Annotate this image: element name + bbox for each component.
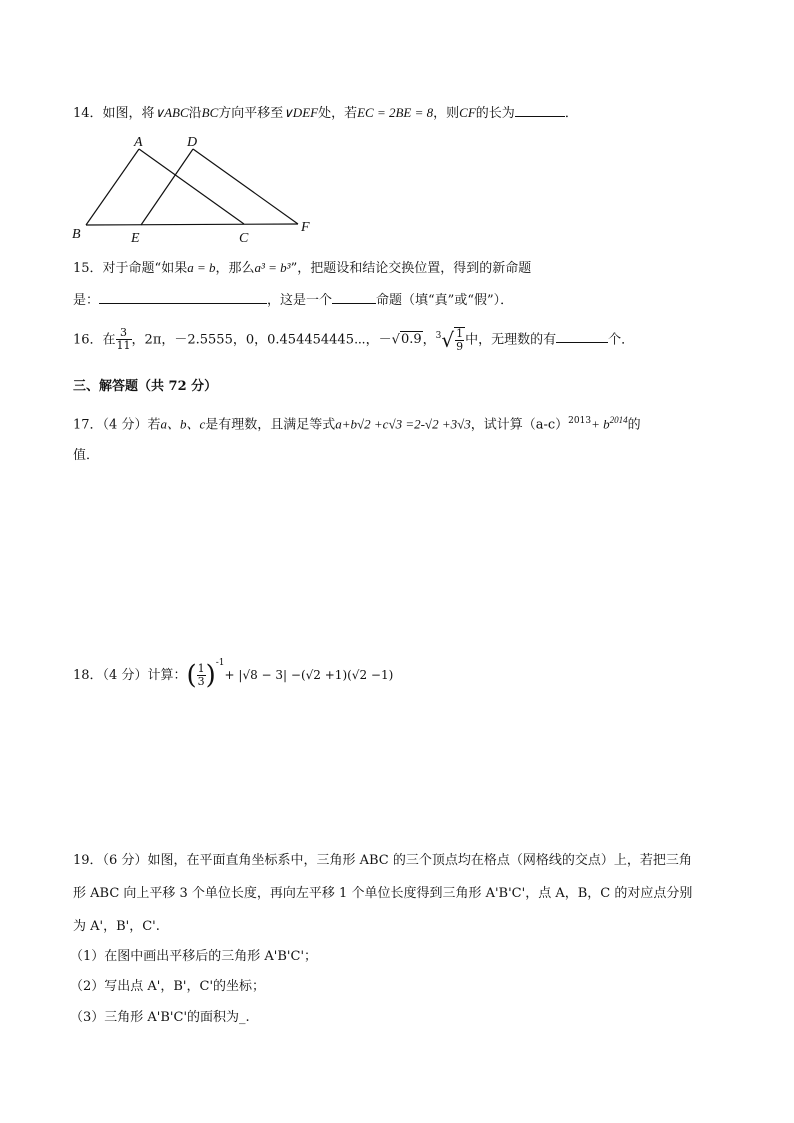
q18-number: 18．（4 分）计算：	[73, 668, 187, 683]
q14-part3: 方向平移至	[218, 106, 284, 121]
q14-part1: 如图，将	[102, 106, 155, 121]
q16-fraction	[116, 327, 132, 352]
q16-sqrt-value: 0.9	[400, 332, 422, 348]
segment-ac	[139, 149, 244, 224]
segment-df	[193, 149, 298, 224]
q15-part5: ，这是一个	[267, 293, 333, 308]
q18-denominator: 3	[197, 675, 205, 688]
q14-end: ．	[564, 106, 578, 121]
q15-part2: ，那么	[215, 261, 255, 276]
q16-tail: 中，无理数的有	[465, 332, 557, 348]
q14-triangle-def: ∨DEF	[283, 105, 319, 120]
q17-exponent2: 2014	[609, 415, 628, 425]
q19-line1: 19．（6 分）如图，在平面直角坐标系中，三角形 ABC 的三个顶点均在格点（网格线的交点）上，若把三角	[73, 853, 692, 868]
fraction-numerator: 3	[116, 327, 132, 340]
q16-end: 个．	[608, 332, 635, 348]
q16-items: ，2π，－2.5555，0，0.454454445⋯，－	[131, 332, 392, 348]
fraction-denominator: 11	[116, 339, 131, 353]
q14-part6: 的长为	[475, 106, 515, 121]
label-c: C	[239, 231, 249, 246]
q14-bc: BC	[201, 105, 219, 120]
q15-part6: 命题（填“真”或“假”）．	[376, 293, 514, 308]
q15-premise: a = b	[187, 260, 216, 275]
q15-number: 15．	[73, 261, 103, 276]
q15-part4: 是：	[73, 293, 100, 308]
q14-number: 14．	[73, 106, 103, 121]
q18-text	[73, 646, 393, 693]
cbrt-numerator: 1	[456, 326, 464, 340]
q14-part5: ，则	[433, 106, 460, 121]
segment-ab	[86, 149, 139, 225]
q18-expression: + |√8 − 3| −(√2 +1)(√2 −1)	[224, 668, 394, 682]
q14-cf: CF	[459, 105, 476, 120]
q14-part4: 处，若	[318, 106, 358, 121]
q14-triangle-abc: ∨ABC	[154, 105, 189, 120]
q17-line2: 值．	[73, 448, 100, 463]
q15-conclusion: a³ = b³	[254, 260, 291, 275]
q17-part2: ，试计算（a-c）	[470, 417, 569, 433]
q17-part1: 是有理数，且满足等式	[205, 417, 336, 433]
cbrt-index: 3	[435, 331, 442, 341]
q16-answer-blank[interactable]	[556, 330, 608, 343]
q14-equation: EC = 2BE = 8	[357, 105, 434, 120]
q15-blank-proposition[interactable]	[99, 291, 267, 304]
label-e: E	[131, 231, 140, 246]
q16-text	[73, 322, 634, 354]
q17-vars: a、b、c	[160, 416, 206, 432]
segment-bf	[86, 224, 298, 225]
right-paren: )	[205, 660, 216, 691]
q19-sub2: （2）写出点 A'，B'，C'的坐标；	[70, 979, 266, 994]
q18-fraction	[197, 663, 206, 688]
q17-line1	[73, 411, 641, 434]
q18-numerator: 1	[197, 662, 205, 675]
sqrt-icon: √	[391, 332, 400, 348]
q19-sub3: （3）三角形 A'B'C'的面积为_.	[70, 1010, 250, 1025]
q14-text	[73, 104, 578, 123]
q17-equation: a+b√2 +c√3 =2-√2 +3√3	[335, 416, 471, 432]
q14-part2: 沿	[188, 106, 202, 121]
q15-blank-truth[interactable]	[332, 291, 376, 304]
label-b: B	[72, 227, 81, 242]
q18-exponent: -1	[215, 658, 225, 668]
q14-answer-blank[interactable]	[515, 104, 565, 117]
q15-line1	[73, 259, 531, 278]
q15-part3: ”，把题设和结论交换位置，得到的新命题	[290, 261, 532, 276]
q16-number: 16．在	[73, 332, 116, 348]
q17-number: 17．（4 分）若	[73, 417, 161, 433]
label-f: F	[301, 220, 310, 235]
q17-part3: 的	[627, 417, 641, 433]
label-a: A	[134, 135, 143, 150]
q17-exponent1: 2013	[568, 416, 592, 426]
q15-line2	[73, 291, 513, 310]
q19-line2: 形 ABC 向上平移 3 个单位长度，再向左平移 1 个单位长度得到三角形 A'B'C'，点 A，B，C 的对应点分别	[73, 886, 693, 901]
q15-part1: 对于命题“如果	[102, 261, 188, 276]
q16-cbrt-fraction	[454, 327, 465, 353]
section-heading: 三、解答题（共 72 分）	[73, 379, 218, 394]
cbrt-icon: √	[441, 327, 455, 352]
cbrt-denominator: 9	[456, 339, 464, 353]
q14-figure	[68, 132, 328, 247]
label-d: D	[187, 135, 198, 150]
q16-separator: ，	[422, 332, 436, 348]
q19-sub1: （1）在图中画出平移后的三角形 A'B'C'；	[70, 949, 318, 964]
q17-plus-b: + b	[591, 416, 610, 432]
segment-ed	[141, 149, 193, 225]
left-paren: (	[186, 660, 197, 691]
q19-line3: 为 A'，B'，C'.	[73, 919, 160, 934]
